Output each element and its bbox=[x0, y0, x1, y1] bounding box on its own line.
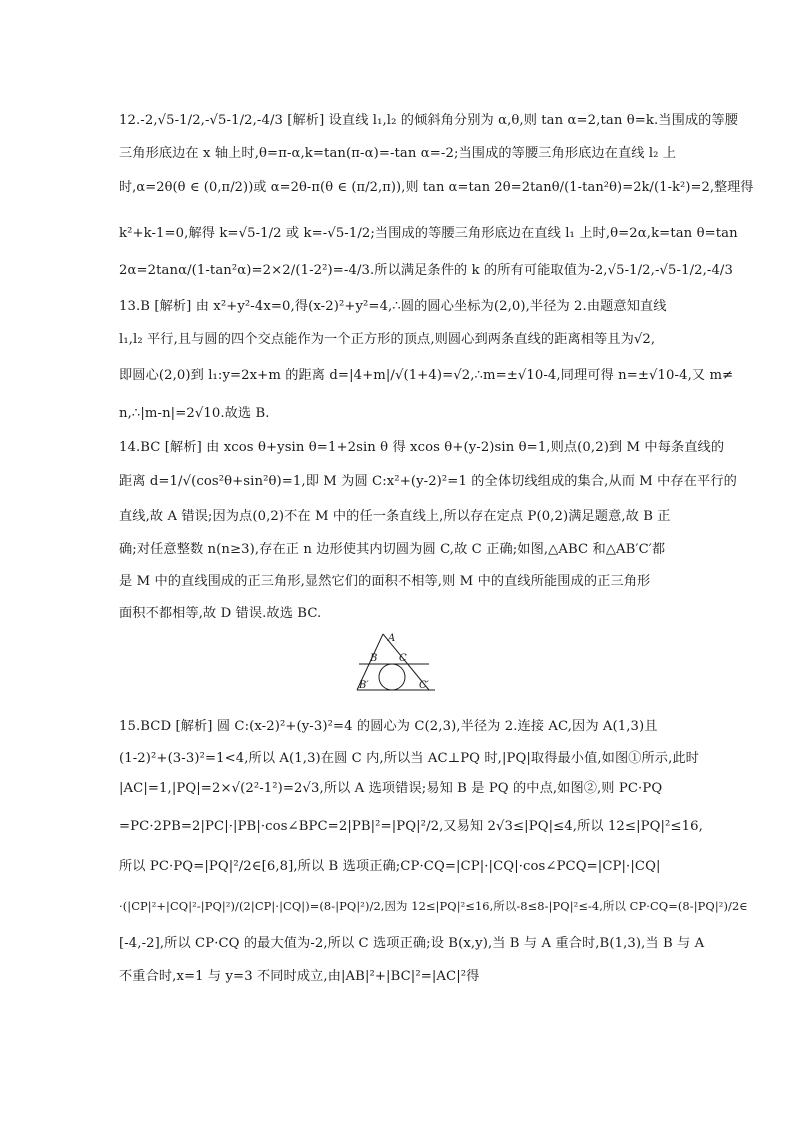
label-B-prime: B′ bbox=[359, 680, 369, 691]
text-line: 2α=2tanα/(1-tan²α)=2×2/(1-2²)=-4/3.所以满足条件的 k 的所有可能取值为-2,√5-1/2,-√5-1/2,-4/3 bbox=[119, 263, 733, 278]
label-C-prime: C′ bbox=[419, 680, 429, 691]
text-line: k²+k-1=0,解得 k=√5-1/2 或 k=-√5-1/2;当围成的等腰三角形底边在直线 l₁ 上时,θ=2α,k=tan θ=tan bbox=[119, 226, 738, 241]
text-line: 即圆心(2,0)到 l₁:y=2x+m 的距离 d=|4+m|/√(1+4)=√2,∴m=±√10-4,同理可得 n=±√10-4,又 m≠ bbox=[119, 368, 734, 383]
text-line: 所以 PC·PQ=|PQ|²/2∈[6,8],所以 B 选项正确;CP·CQ=|CP|·|CQ|·cos∠PCQ=|CP|·|CQ| bbox=[119, 859, 661, 874]
text-line: [-4,-2],所以 CP·CQ 的最大值为-2,所以 C 选项正确;设 B(x,y),当 B 与 A 重合时,B(1,3),当 B 与 A bbox=[119, 936, 705, 951]
incircle bbox=[379, 664, 405, 690]
text-line: l₁,l₂ 平行,且与圆的四个交点能作为一个正方形的顶点,则圆心到两条直线的距离相等且为√2, bbox=[119, 332, 656, 347]
label-A: A bbox=[388, 633, 396, 644]
label-B: B bbox=[370, 653, 378, 664]
text-line: 是 M 中的直线围成的正三角形,显然它们的面积不相等,则 M 中的直线所能围成的正三角形 bbox=[119, 574, 651, 589]
text-line: 14.BC [解析] 由 xcos θ+ysin θ=1+2sin θ 得 xcos θ+(y-2)sin θ=1,则点(0,2)到 M 中每条直线的 bbox=[119, 440, 725, 455]
text-line: =PC·2PB=2|PC|·|PB|·cos∠BPC=2|PB|²=|PQ|²/2,又易知 2√3≤|PQ|≤4,所以 12≤|PQ|²≤16, bbox=[119, 819, 703, 834]
text-line: 时,α=2θ(θ ∈ (0,π/2))或 α=2θ-π(θ ∈ (π/2,π)),则 tan α=tan 2θ=2tanθ/(1-tan²θ)=2k/(1-k²)=2,整理得 bbox=[119, 180, 754, 195]
text-line: |AC|=1,|PQ|=2×√(2²-1²)=2√3,所以 A 选项错误;易知 B 是 PQ 的中点,如图②,则 PC·PQ bbox=[119, 781, 663, 796]
text-line: 距离 d=1/√(cos²θ+sin²θ)=1,即 M 为圆 C:x²+(y-2)²=1 的全体切线组成的集合,从而 M 中存在平行的 bbox=[119, 474, 737, 489]
text-line: 13.B [解析] 由 x²+y²-4x=0,得(x-2)²+y²=4,∴圆的圆心坐标为(2,0),半径为 2.由题意知直线 bbox=[119, 299, 667, 314]
text-line: 15.BCD [解析] 圆 C:(x-2)²+(y-3)²=4 的圆心为 C(2,3),半径为 2.连接 AC,因为 A(1,3)且 bbox=[119, 719, 658, 734]
text-line: (1-2)²+(3-3)²=1<4,所以 A(1,3)在圆 C 内,所以当 AC⊥PQ 时,|PQ|取得最小值,如图①所示,此时 bbox=[119, 751, 699, 766]
text-line: ·(|CP|²+|CQ|²-|PQ|²)/(2|CP|·|CQ|)=(8-|PQ|²)/2,因为 12≤|PQ|²≤16,所以-8≤8-|PQ|²≤-4,所以 CP·CQ=(8-|PQ|²)/2∈ bbox=[119, 899, 748, 913]
text-line: 不重合时,x=1 与 y=3 不同时成立,由|AB|²+|BC|²=|AC|²得 bbox=[119, 969, 480, 984]
triangle-incircle-figure bbox=[355, 632, 445, 698]
text-line: 面积不都相等,故 D 错误.故选 BC. bbox=[119, 606, 322, 621]
figure-svg bbox=[355, 632, 445, 698]
text-line: 直线,故 A 错误;因为点(0,2)不在 M 中的任一条直线上,所以存在定点 P(0,2)满足题意,故 B 正 bbox=[119, 509, 671, 524]
text-line: 确;对任意整数 n(n≥3),存在正 n 边形使其内切圆为圆 C,故 C 正确;如图,△ABC 和△AB′C′都 bbox=[119, 542, 666, 557]
text-line: n,∴|m-n|=2√10.故选 B. bbox=[119, 406, 270, 421]
label-C: C bbox=[399, 653, 407, 664]
text-line: 三角形底边在 x 轴上时,θ=π-α,k=tan(π-α)=-tan α=-2;当围成的等腰三角形底边在直线 l₂ 上 bbox=[119, 146, 677, 161]
text-line: 12.-2,√5-1/2,-√5-1/2,-4/3 [解析] 设直线 l₁,l₂ 的倾斜角分别为 α,θ,则 tan α=2,tan θ=k.当围成的等腰 bbox=[119, 113, 739, 128]
